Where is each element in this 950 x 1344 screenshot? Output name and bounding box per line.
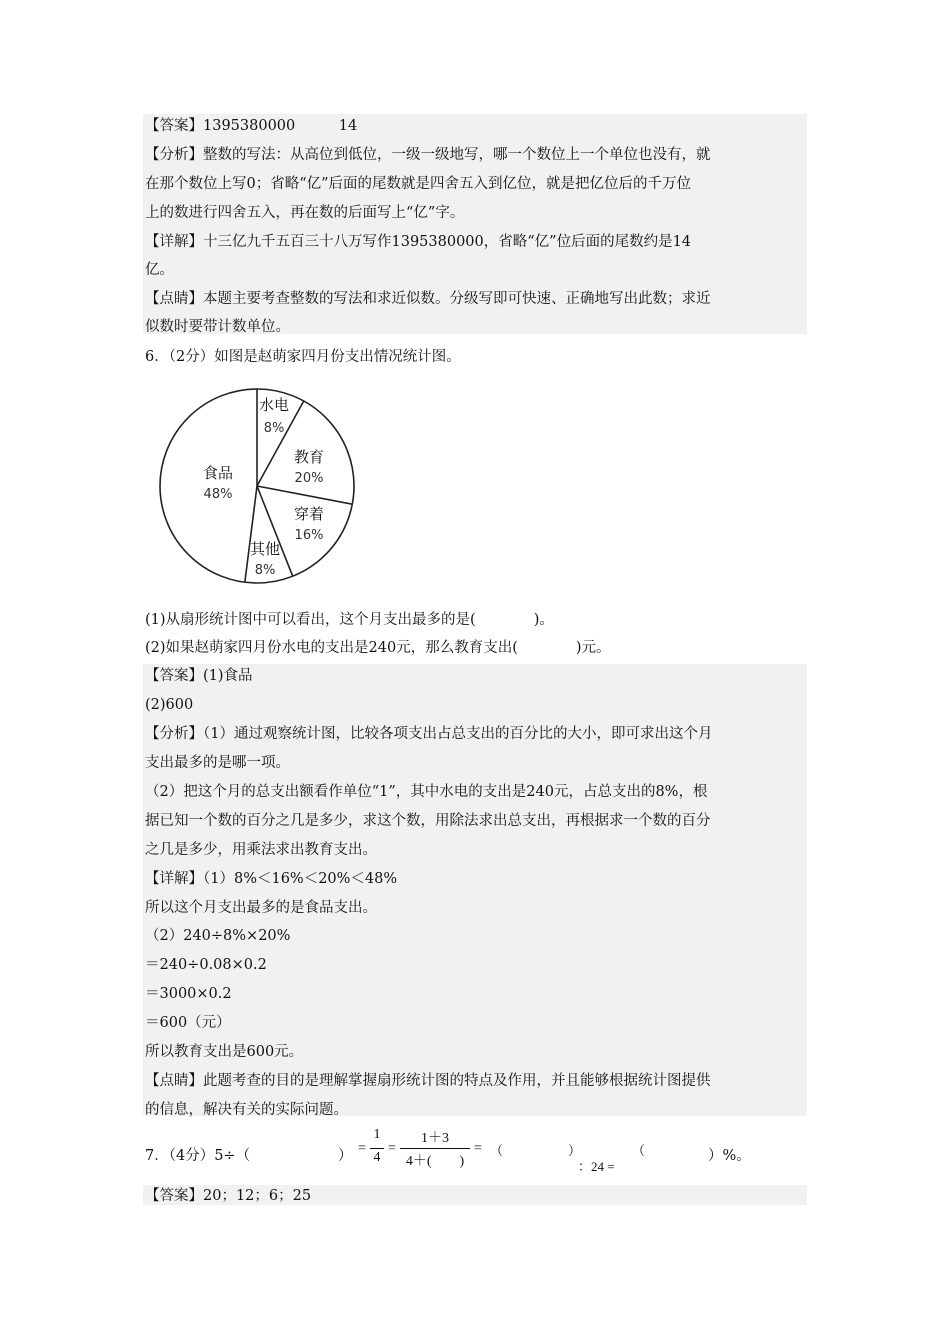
pie-percent-label: 48% <box>203 487 233 502</box>
answer6-line: 据已知一个数的百分之几是多少，求这个数，用除法求出总支出，再根据求一个数的百分 <box>145 813 711 829</box>
question7-blank3-open: （ <box>490 1144 504 1159</box>
question7-frac1-bar <box>370 1148 384 1149</box>
answer6-line: 之几是多少，用乘法求出教育支出。 <box>145 842 377 858</box>
question7-frac1-denominator: 4 <box>373 1150 381 1165</box>
answer5-analysis-3: 上的数进行四舍五入，再在数的后面写上“亿”字。 <box>145 205 465 221</box>
answer6-line: ＝600（元） <box>145 1015 231 1031</box>
answer5-comment-1: 【点睛】本题主要考查整数的写法和求近似数。分级写即可快速、正确地写出此数；求近 <box>145 291 711 307</box>
answer5-comment-2: 似数时要带计数单位。 <box>145 319 290 335</box>
answer6-line: （2）把这个月的总支出额看作单位“1”，其中水电的支出是240元，占总支出的8%，根 <box>145 784 708 800</box>
answer5-analysis-2: 在那个数位上写0；省略“亿”后面的尾数就是四舍五入到亿位，就是把亿位后的千万位 <box>145 176 692 192</box>
question6-title: 6．（2分）如图是赵萌家四月份支出情况统计图。 <box>145 349 461 365</box>
pie-category-label: 食品 <box>202 464 234 482</box>
pie-percent-label: 8% <box>254 563 276 578</box>
question7-ratio: ：24 = <box>578 1159 615 1174</box>
pie-category-label: 其他 <box>249 540 281 558</box>
answer6-line: 所以教育支出是600元。 <box>145 1044 304 1060</box>
pie-chart <box>150 383 370 589</box>
answer6-line: 所以这个月支出最多的是食品支出。 <box>145 900 377 916</box>
question7-blank3-close: ） <box>568 1144 582 1159</box>
pie-category-label: 穿着 <box>293 505 325 523</box>
answer5-analysis-1: 【分析】整数的写法：从高位到低位，一级一级地写，哪一个数位上一个单位也没有，就 <box>145 147 711 163</box>
pie-category-label: 水电 <box>258 396 290 414</box>
pie-percent-label: 16% <box>294 528 324 543</box>
answer5-detail-1: 【详解】十三亿九千五百三十八万写作1395380000，省略“亿”位后面的尾数约是14 <box>145 234 692 250</box>
question7-blank1-close: ） <box>338 1148 353 1164</box>
answer5-detail-2: 亿。 <box>145 262 174 278</box>
answer6-line: （2）240÷8%×20% <box>145 928 291 944</box>
answer6-line: 支出最多的是哪一项。 <box>145 755 290 771</box>
pie-category-label: 教育 <box>293 448 325 466</box>
answer6-line: (2)600 <box>145 697 194 713</box>
pie-percent-label: 20% <box>294 471 324 486</box>
question7-frac2-numerator: 1＋3 <box>421 1131 449 1146</box>
question7-frac1-numerator: 1 <box>373 1127 381 1142</box>
answer6-line: 【详解】（1）8%＜16%＜20%＜48% <box>145 871 398 887</box>
question7-eq2: = <box>388 1141 396 1156</box>
question7-eq3: = <box>474 1141 482 1156</box>
answer6-line: ＝240÷0.08×0.2 <box>145 957 267 973</box>
question7-blank4-close: ）%。 <box>708 1148 751 1164</box>
answer6-line: ＝3000×0.2 <box>145 986 232 1002</box>
question7-frac2-denominator: 4＋( ) <box>405 1154 465 1169</box>
question7-eq1: = <box>358 1141 366 1156</box>
answer7-answer: 【答案】20；12；6；25 <box>145 1188 312 1204</box>
question7-prefix: 7．（4分）5÷（ <box>145 1148 251 1164</box>
answer5-answer: 【答案】1395380000 14 <box>145 118 358 134</box>
question6-sub1: (1)从扇形统计图中可以看出，这个月支出最多的是( )。 <box>145 612 554 628</box>
answer6-line: 【答案】(1)食品 <box>145 668 253 684</box>
answer6-line: 【分析】（1）通过观察统计图，比较各项支出占总支出的百分比的大小，即可求出这个月 <box>145 726 713 742</box>
question6-sub2: (2)如果赵萌家四月份水电的支出是240元，那么教育支出( )元。 <box>145 640 611 656</box>
pie-percent-label: 8% <box>263 421 285 436</box>
answer6-line: 的信息，解决有关的实际问题。 <box>145 1102 348 1118</box>
question7-blank4-open: （ <box>632 1144 646 1159</box>
question7-frac2-bar <box>400 1148 470 1149</box>
answer6-line: 【点睛】此题考查的目的是理解掌握扇形统计图的特点及作用，并且能够根据统计图提供 <box>145 1073 711 1089</box>
